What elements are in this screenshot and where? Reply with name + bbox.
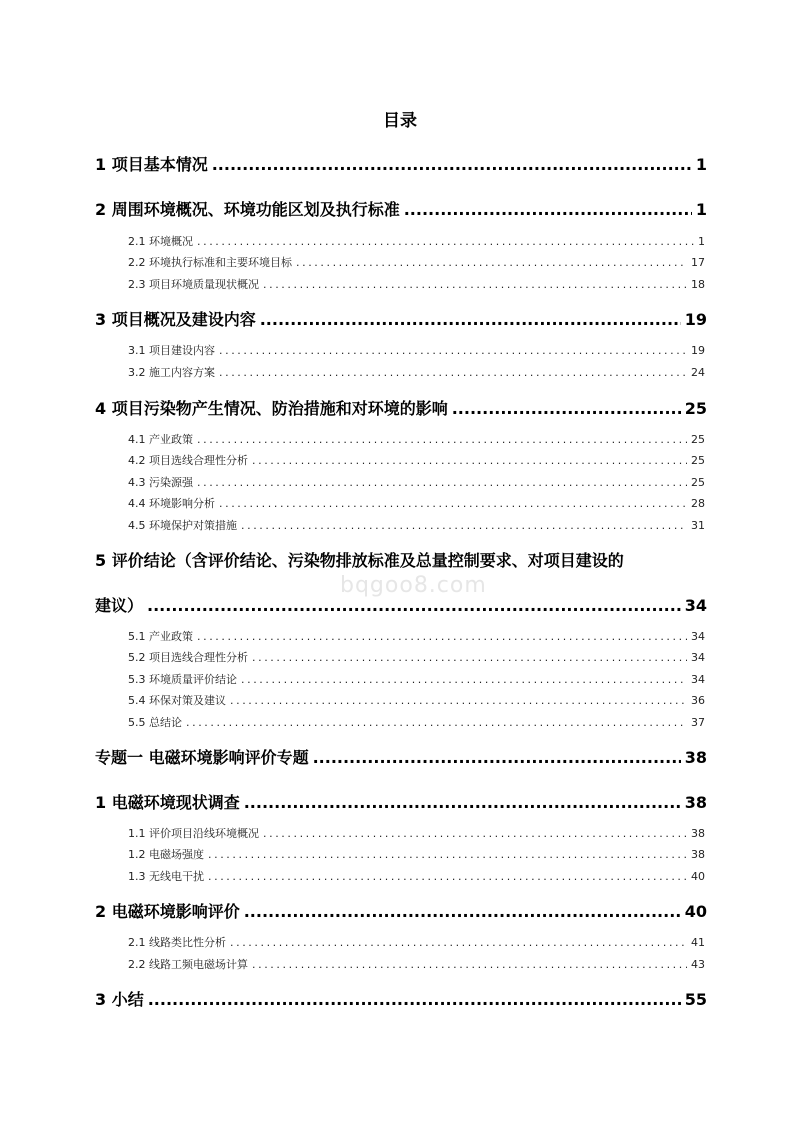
- toc-page-number: 18: [691, 278, 705, 291]
- toc-leader-dots: [197, 433, 687, 446]
- toc-page-number: 34: [684, 596, 707, 615]
- toc-entry-label: 3.1 项目建设内容: [128, 344, 215, 357]
- toc-leader-dots: [263, 278, 687, 291]
- toc-entry-label: 1.3 无线电干扰: [128, 870, 204, 883]
- toc-entry-label: 5.5 总结论: [128, 716, 182, 729]
- toc-subentry[interactable]: [128, 649, 705, 665]
- toc-subentry[interactable]: [128, 342, 705, 358]
- toc-leader-dots: [404, 200, 692, 219]
- page-title: 目录: [383, 111, 417, 131]
- toc-entry[interactable]: [95, 197, 707, 220]
- toc-page-number: 40: [684, 902, 707, 921]
- toc-page-number: 40: [691, 870, 705, 883]
- toc-leader-dots: [313, 748, 681, 767]
- toc-subentry[interactable]: [128, 452, 705, 468]
- toc-leader-dots: [230, 694, 687, 707]
- toc-leader-dots: [219, 497, 687, 510]
- toc-entry-label: 2.2 线路工频电磁场计算: [128, 958, 248, 971]
- toc-leader-dots: [208, 870, 687, 883]
- toc-page-number: 25: [691, 454, 705, 467]
- toc-entry-label: 5.3 环境质量评价结论: [128, 673, 237, 686]
- toc-leader-dots: [186, 716, 687, 729]
- toc-entry-label: 1 电磁环境现状调查: [95, 793, 240, 812]
- toc-page-number: 24: [691, 366, 705, 379]
- toc-subentry[interactable]: [128, 628, 705, 644]
- toc-entry-label: 3.2 施工内容方案: [128, 366, 215, 379]
- toc-entry-label: 1.2 电磁场强度: [128, 848, 204, 861]
- toc-page-number: 19: [691, 344, 705, 357]
- toc-subentry[interactable]: [128, 868, 705, 884]
- toc-entry-label: 1 项目基本情况: [95, 155, 208, 174]
- toc-entry-label: 4.3 污染源强: [128, 476, 193, 489]
- toc-page-number: 38: [684, 748, 707, 767]
- toc-entry-label: 5.1 产业政策: [128, 630, 193, 643]
- toc-subentry[interactable]: [128, 846, 705, 862]
- toc-entry-label: 2.3 项目环境质量现状概况: [128, 278, 259, 291]
- toc-entry[interactable]: [95, 987, 707, 1010]
- toc-entry-label: 3 项目概况及建设内容: [95, 310, 256, 329]
- toc-entry-label: 4.2 项目选线合理性分析: [128, 454, 248, 467]
- toc-page-number: 25: [691, 433, 705, 446]
- toc-entry-label: 5.4 环保对策及建议: [128, 694, 226, 707]
- toc-subentry[interactable]: [128, 714, 705, 730]
- toc-page-number: 37: [691, 716, 705, 729]
- toc-leader-dots: [263, 827, 687, 840]
- toc-entry[interactable]: [95, 307, 707, 330]
- toc-entry[interactable]: [95, 396, 707, 419]
- toc-entry-label: 4.1 产业政策: [128, 433, 193, 446]
- toc-page-number: 31: [691, 519, 705, 532]
- toc-entry-label: 2 周围环境概况、环境功能区划及执行标准: [95, 200, 400, 219]
- toc-page-number: 38: [691, 848, 705, 861]
- toc-leader-dots: [296, 256, 687, 269]
- toc-leader-dots: [241, 673, 687, 686]
- toc-leader-dots: [230, 936, 687, 949]
- toc-page-number: 55: [684, 990, 707, 1009]
- toc-leader-dots: [252, 958, 687, 971]
- toc-entry[interactable]: [95, 745, 707, 768]
- toc-leader-dots: [212, 155, 692, 174]
- toc-subentry[interactable]: [128, 495, 705, 511]
- toc-subentry[interactable]: [128, 671, 705, 687]
- toc-entry[interactable]: [95, 593, 707, 616]
- toc-entry-label: 2.1 环境概况: [128, 235, 193, 248]
- toc-entry[interactable]: [95, 790, 707, 813]
- toc-subentry[interactable]: [128, 934, 705, 950]
- toc-entry-label: 5.2 项目选线合理性分析: [128, 651, 248, 664]
- toc-entry-label: 建议）: [95, 596, 144, 615]
- toc-subentry[interactable]: [128, 517, 705, 533]
- toc-leader-dots: [219, 344, 687, 357]
- toc-leader-dots: [219, 366, 687, 379]
- toc-leader-dots: [260, 310, 681, 329]
- toc-entry[interactable]: [95, 152, 707, 175]
- toc-subentry[interactable]: [128, 431, 705, 447]
- toc-page-number: 43: [691, 958, 705, 971]
- toc-leader-dots: [197, 235, 694, 248]
- toc-entry-label: 1.1 评价项目沿线环境概况: [128, 827, 259, 840]
- toc-page-number: 17: [691, 256, 705, 269]
- toc-entry-label: 3 小结: [95, 990, 144, 1009]
- toc-page-number: 1: [695, 200, 707, 219]
- toc-page-number: 1: [695, 155, 707, 174]
- toc-subentry[interactable]: [128, 276, 705, 292]
- toc-page-number: 19: [684, 310, 707, 329]
- toc-entry[interactable]: [95, 899, 707, 922]
- toc-page-number: 38: [684, 793, 707, 812]
- toc-leader-dots: [197, 630, 687, 643]
- toc-subentry[interactable]: [128, 825, 705, 841]
- toc-page-number: 34: [691, 673, 705, 686]
- watermark: bqgoo8.com: [340, 573, 487, 598]
- toc-entry-label: 4.4 环境影响分析: [128, 497, 215, 510]
- toc-entry-label: 2.2 环境执行标准和主要环境目标: [128, 256, 292, 269]
- toc-subentry[interactable]: [128, 364, 705, 380]
- toc-leader-dots: [244, 793, 681, 812]
- toc-entry-label: 2.1 线路类比性分析: [128, 936, 226, 949]
- toc-page-number: 25: [684, 399, 707, 418]
- toc-page-number: 34: [691, 651, 705, 664]
- toc-page-number: 41: [691, 936, 705, 949]
- toc-leader-dots: [208, 848, 687, 861]
- toc-page-number: 34: [691, 630, 705, 643]
- toc-subentry[interactable]: [128, 233, 705, 249]
- toc-leader-dots: [252, 651, 687, 664]
- toc-leader-dots: [244, 902, 681, 921]
- toc-subentry[interactable]: [128, 254, 705, 270]
- toc-entry-label: 4.5 环境保护对策措施: [128, 519, 237, 532]
- toc-entry-label: 5 评价结论（含评价结论、污染物排放标准及总量控制要求、对项目建设的: [95, 551, 624, 570]
- toc-leader-dots: [147, 596, 681, 615]
- toc-subentry[interactable]: [128, 956, 705, 972]
- toc-page-number: 25: [691, 476, 705, 489]
- toc-page-number: 1: [698, 235, 705, 248]
- toc-leader-dots: [252, 454, 687, 467]
- toc-entry-label: 4 项目污染物产生情况、防治措施和对环境的影响: [95, 399, 448, 418]
- toc-leader-dots: [197, 476, 687, 489]
- toc-entry-label: 2 电磁环境影响评价: [95, 902, 240, 921]
- toc-entry-wrapped[interactable]: [95, 548, 707, 571]
- toc-subentry[interactable]: [128, 692, 705, 708]
- toc-page-number: 36: [691, 694, 705, 707]
- toc-subentry[interactable]: [128, 474, 705, 490]
- toc-leader-dots: [452, 399, 681, 418]
- toc-page-number: 38: [691, 827, 705, 840]
- toc-leader-dots: [148, 990, 681, 1009]
- toc-page-number: 28: [691, 497, 705, 510]
- toc-entry-label: 专题一 电磁环境影响评价专题: [95, 748, 309, 767]
- toc-leader-dots: [241, 519, 687, 532]
